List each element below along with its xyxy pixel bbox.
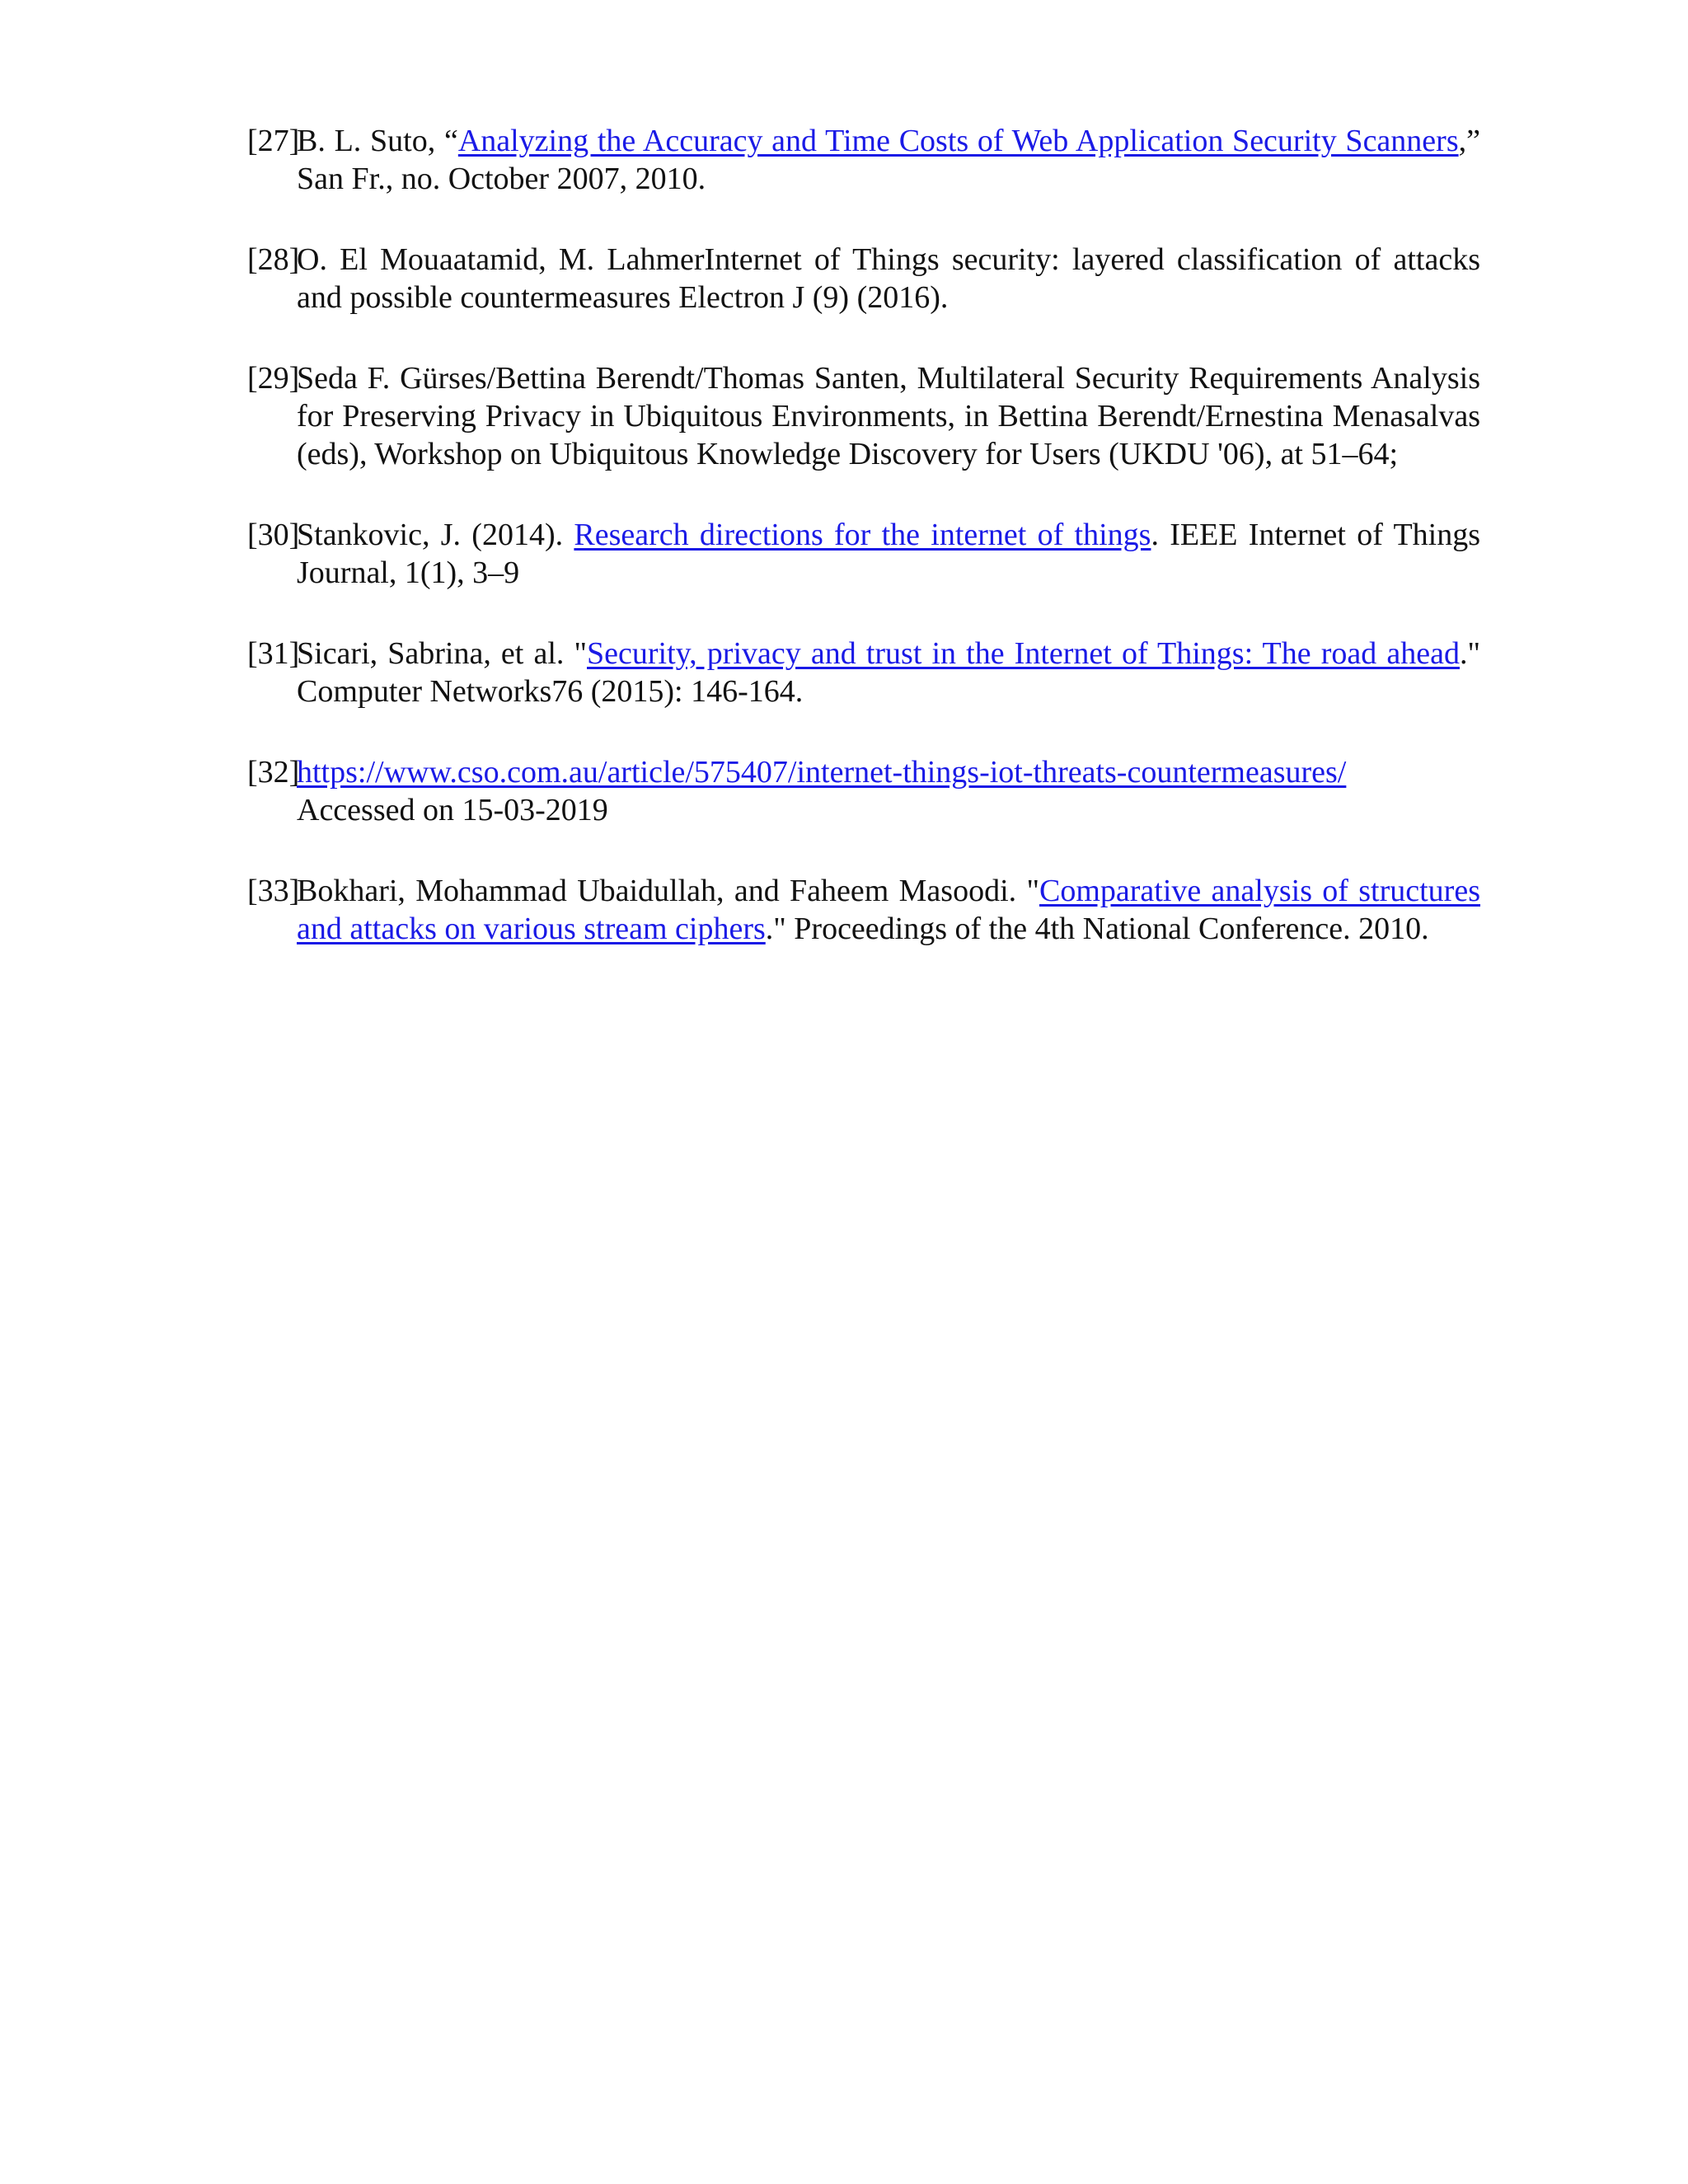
reference-30 [198, 516, 1480, 592]
reference-text-tail: ." Proceedings of the 4th National Conference. 2010. [765, 912, 1429, 946]
reference-27 [198, 122, 1480, 198]
reference-32 [198, 753, 1480, 829]
reference-text-tail: ,” San Fr., no. October 2007, 2010. [297, 124, 1480, 196]
reference-number: [32] [247, 755, 300, 790]
reference-number: [27] [247, 124, 300, 158]
reference-link[interactable]: Research directions for the internet of things [574, 518, 1151, 552]
reference-text-tail: . IEEE Internet of Things Journal, 1(1), 3–9 [297, 518, 1480, 590]
reference-31 [198, 635, 1480, 710]
reference-link[interactable]: Comparative analysis of structures and attacks on various stream ciphers [297, 874, 1480, 946]
reference-list [198, 122, 1480, 991]
reference-text: Seda F. Gürses/Bettina Berendt/Thomas Santen, Multilateral Security Requirements Analysis for Preserving Privacy in Ubiquitous Environments, in Bettina Berendt/Ernestina Menasalvas (eds), Workshop on Ubiquitous Knowledge Discovery for Users (UKDU '06), at 51–64; [297, 361, 1480, 471]
reference-text: O. El Mouaatamid, M. LahmerInternet of Things security: layered classification of attacks and possible countermeasures Electron J (9) (2016). [297, 242, 1480, 315]
reference-link[interactable]: https://www.cso.com.au/article/575407/internet-things-iot-threats-countermeasures/ [297, 755, 1347, 790]
reference-text: Stankovic, J. (2014). [297, 518, 574, 552]
reference-link[interactable]: Security, privacy and trust in the Internet of Things: The road ahead [587, 636, 1460, 671]
reference-text: Bokhari, Mohammad Ubaidullah, and Faheem Masoodi. " [297, 874, 1039, 908]
reference-link[interactable]: Analyzing the Accuracy and Time Costs of Web Application Security Scanners [457, 124, 1459, 158]
reference-text: B. L. Suto, “ [297, 124, 458, 158]
reference-28 [198, 241, 1480, 316]
reference-number: [29] [247, 361, 300, 396]
reference-number: [28] [247, 242, 300, 277]
reference-number: [30] [247, 518, 300, 552]
reference-text-tail: Accessed on 15-03-2019 [297, 793, 608, 827]
reference-number: [33] [247, 874, 300, 908]
reference-text-tail: ." Computer Networks76 (2015): 146-164. [297, 636, 1480, 709]
reference-number: [31] [247, 636, 300, 671]
reference-text: Sicari, Sabrina, et al. " [297, 636, 588, 671]
reference-29 [198, 359, 1480, 473]
reference-33 [198, 872, 1480, 948]
